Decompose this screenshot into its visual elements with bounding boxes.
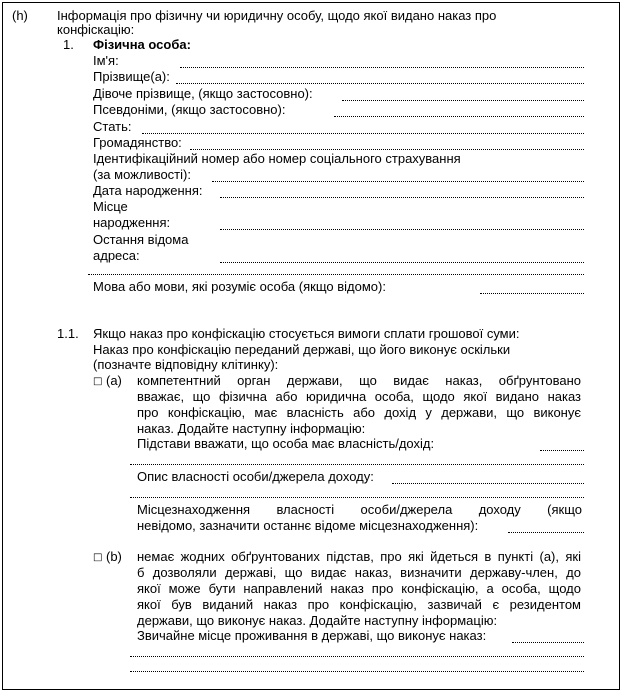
option-a-line2: вважає, що фізична або юридична особа, щодо якої видано наказ	[137, 389, 581, 404]
checkbox-a-icon[interactable]: □	[93, 376, 103, 387]
first-name-field[interactable]	[180, 67, 584, 68]
birth-place-label-line1: Місце	[93, 199, 128, 214]
residence-field-extra1[interactable]	[130, 656, 584, 657]
checkbox-b-icon[interactable]: □	[93, 552, 103, 563]
natural-person-title: Фізична особа:	[93, 37, 191, 52]
last-address-field-extra[interactable]	[88, 274, 584, 275]
surname-field[interactable]	[176, 83, 584, 84]
subsection-line2: Наказ про конфіскацію переданий державі, що його виконує оскільки	[93, 342, 511, 357]
subsection-line1: Якщо наказ про конфіскацію стосується вимоги сплати грошової суми:	[93, 326, 520, 341]
sex-label: Стать:	[93, 119, 132, 134]
description-field-extra[interactable]	[130, 497, 584, 498]
sex-field[interactable]	[142, 133, 584, 134]
birth-date-field[interactable]	[220, 197, 584, 198]
option-b-line5: держави, що виконує наказ. Додайте наступну інформацію:	[137, 613, 498, 628]
birth-place-label-line2: народження:	[93, 215, 171, 230]
option-b-line3: якої може бути направлений наказ про конфіскацію, а особа, щодо	[137, 581, 581, 596]
pseudonyms-field[interactable]	[334, 116, 584, 117]
citizenship-label: Громадянство:	[93, 135, 182, 150]
grounds-field[interactable]	[540, 450, 584, 451]
surname-label: Прізвище(а):	[93, 69, 170, 84]
citizenship-field[interactable]	[190, 149, 584, 150]
residence-field-extra2[interactable]	[130, 671, 584, 672]
subsection-line3: (позначте відповідну клітинку):	[93, 357, 279, 372]
location-label-line1: Місцезнаходження власності особи/джерела доходу (якщо	[137, 502, 582, 517]
maiden-name-field[interactable]	[342, 100, 584, 101]
residence-label: Звичайне місце проживання в державі, що виконує наказ:	[137, 628, 487, 643]
id-number-field[interactable]	[212, 181, 584, 182]
last-address-label-line1: Остання відома	[93, 232, 189, 247]
section-letter: (h)	[12, 8, 28, 23]
subsection-number: 1.1.	[57, 326, 79, 341]
option-b-label: (b)	[106, 549, 122, 564]
last-address-label-line2: адреса:	[93, 248, 140, 263]
languages-label: Мова або мови, які розуміє особа (якщо відомо):	[93, 279, 386, 294]
item-number: 1.	[63, 37, 74, 52]
option-b-line1: немає жодних обґрунтованих підстав, про які йдеться в пункті (a), які	[137, 549, 581, 564]
description-field[interactable]	[392, 483, 584, 484]
pseudonyms-label: Псевдоніми, (якщо застосовно):	[93, 102, 286, 117]
location-label-line2: невідомо, зазначити останнє відоме місцезнаходження):	[137, 518, 479, 533]
option-a-label: (a)	[106, 373, 122, 388]
location-field[interactable]	[508, 532, 584, 533]
last-address-field[interactable]	[220, 262, 584, 263]
id-number-label-line1: Ідентифікаційний номер або номер соціального страхування	[93, 151, 461, 166]
languages-field[interactable]	[480, 293, 584, 294]
grounds-label: Підстави вважати, що особа має власність/дохід:	[137, 436, 435, 451]
description-label: Опис власності особи/джерела доходу:	[137, 469, 374, 484]
id-number-label-line2: (за можливості):	[93, 167, 191, 182]
grounds-field-extra[interactable]	[130, 464, 584, 465]
birth-date-label: Дата народження:	[93, 183, 203, 198]
first-name-label: Ім'я:	[93, 53, 119, 68]
residence-field[interactable]	[512, 642, 584, 643]
section-heading-line1: Інформація про фізичну чи юридичну особу, щодо якої видано наказ про	[57, 8, 497, 23]
option-b-line4: якої був виданий наказ про конфіскацію, зазвичай є резидентом	[137, 597, 581, 612]
option-a-line3: про конфіскацію, має власність або дохід у держави, що виконує	[137, 405, 581, 420]
option-a-line1: компетентний орган держави, що видає наказ, обґрунтовано	[137, 373, 581, 388]
option-b-line2: б дозволяли державі, що видає наказ, визначити державу-член, до	[137, 565, 581, 580]
option-a-line4: наказ. Додайте наступну інформацію:	[137, 421, 366, 436]
birth-place-field[interactable]	[220, 229, 584, 230]
maiden-name-label: Дівоче прізвище, (якщо застосовно):	[93, 86, 313, 101]
section-heading-line2: конфіскацію:	[57, 22, 135, 37]
